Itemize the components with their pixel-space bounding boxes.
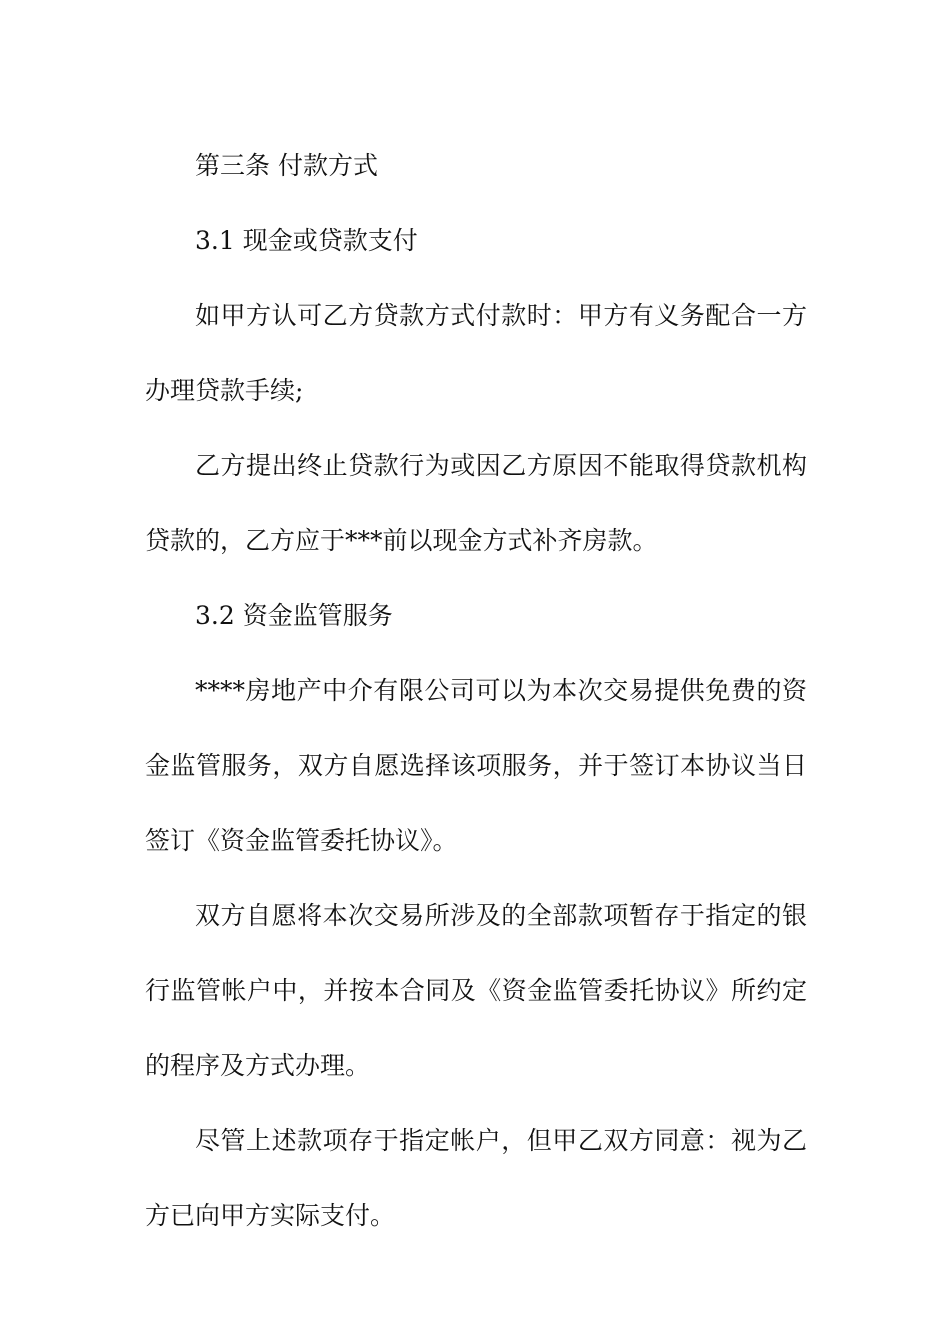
paragraph: 双方自愿将本次交易所涉及的全部款项暂存于指定的银行监管帐户中，并按本合同及《资金监管委托协议》所约定的程序及方式办理。: [145, 901, 807, 1080]
paragraph: 如甲方认可乙方贷款方式付款时：甲方有义务配合一方办理贷款手续;: [145, 301, 807, 405]
paragraph: ****房地产中介有限公司可以为本次交易提供免费的资金监管服务，双方自愿选择该项服务，并于签订本协议当日签订《资金监管委托协议》。: [145, 676, 807, 855]
document-body: [145, 128, 807, 1253]
section-heading: 第三条 付款方式: [195, 151, 378, 180]
subsection-heading: 3.2 资金监管服务: [195, 601, 393, 630]
paragraph: 尽管上述款项存于指定帐户，但甲乙双方同意：视为乙方已向甲方实际支付。: [145, 1126, 807, 1230]
paragraph: 乙方提出终止贷款行为或因乙方原因不能取得贷款机构贷款的，乙方应于***前以现金方式补齐房款。: [145, 451, 807, 555]
subsection-heading: 3.1 现金或贷款支付: [195, 226, 418, 255]
